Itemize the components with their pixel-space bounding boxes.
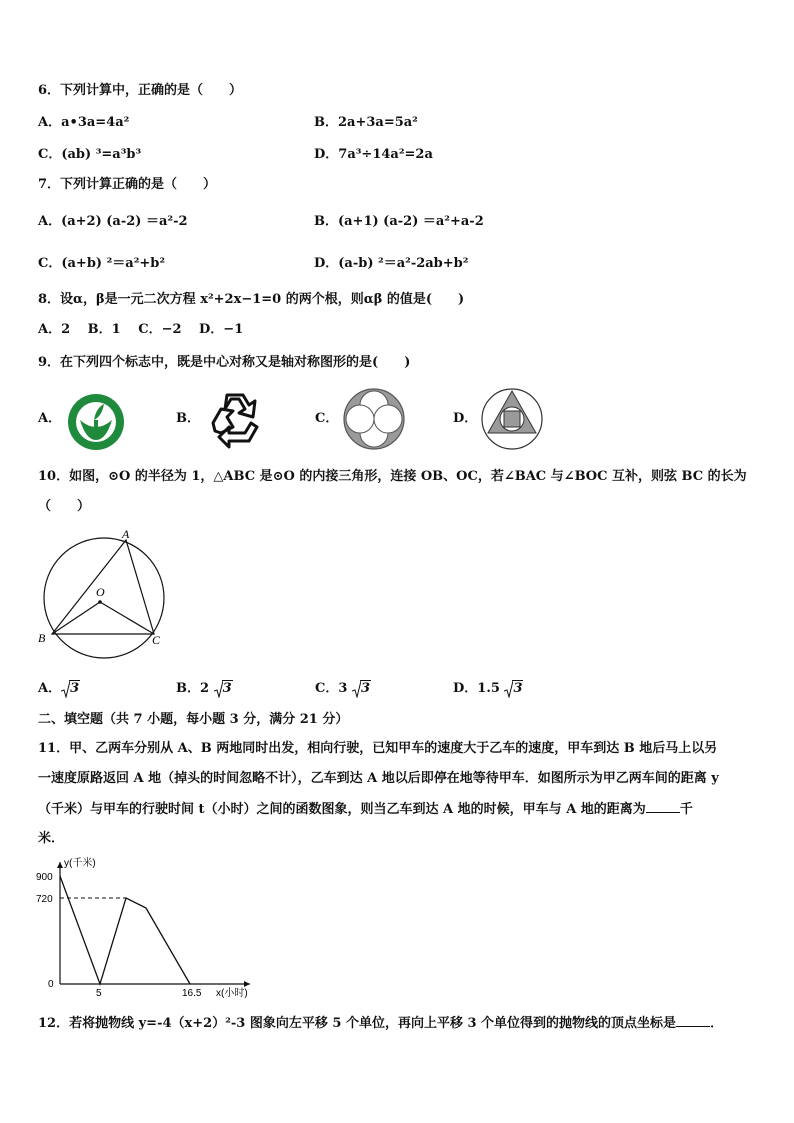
- figure-label-b: B: [38, 631, 46, 645]
- section-2-heading: 二、填空题（共 7 小题，每小题 3 分，满分 21 分）: [38, 712, 349, 727]
- q11-line-1: 11．甲、乙两车分别从 A、B 两地同时出发，相向行驶，已知甲车的速度大于乙车的速度，甲车到达 B 地后马上以另: [38, 741, 718, 756]
- q7-option-d: D．(a-b) ²＝a²-2ab+b²: [314, 256, 469, 271]
- figure-label-a: A: [122, 527, 130, 541]
- graph-ytick-720: 720: [36, 894, 53, 905]
- q11-distance-time-graph: [30, 856, 260, 1002]
- q9-label-d: D．: [453, 411, 478, 426]
- q9-label-c: C．: [315, 411, 339, 426]
- q7-option-c: C．(a+b) ²＝a²+b²: [38, 256, 166, 271]
- graph-ytick-900: 900: [36, 872, 53, 883]
- q6-option-c: C．(ab) ³=a³b³: [38, 147, 142, 162]
- q10-stem: 10．如图，⊙O 的半径为 1，△ABC 是⊙O 的内接三角形，连接 OB、OC，若∠BAC 与∠BOC 互补，则弦 BC 的长为: [38, 469, 747, 484]
- q10-option-d: D．1.5 3: [453, 681, 523, 696]
- four-petal-circle-icon: [342, 387, 406, 451]
- q10-circle-figure: [34, 526, 174, 666]
- q11-line-4: 米．: [38, 831, 65, 846]
- q10-option-b: B．2 3: [176, 681, 232, 696]
- q12-text: 12．若将抛物线 y=-4（x+2）²-3 图象向左平移 5 个单位，再向上平移 3 个单位得到的抛物线的顶点坐标是 ．: [38, 1016, 724, 1031]
- q6-option-b: B．2a+3a=5a²: [314, 115, 418, 130]
- q7-stem: 7．下列计算正确的是（ ）: [38, 177, 217, 192]
- q8-stem: 8．设α，β是一元二次方程 x²+2x−1=0 的两个根，则αβ 的值是( ): [38, 292, 465, 307]
- q10-stem-cont: （ ）: [38, 499, 91, 514]
- q11-answer-blank: [646, 800, 680, 813]
- recycle-logo-icon: [203, 387, 267, 451]
- q7-option-b: B．(a+1) (a-2) ＝a²+a-2: [314, 214, 484, 229]
- green-food-logo-icon: [64, 390, 128, 454]
- q6-option-d: D．7a³÷14a²=2a: [314, 147, 433, 162]
- q6-stem: 6．下列计算中，正确的是（ ）: [38, 83, 243, 98]
- q9-label-a: A．: [38, 411, 62, 426]
- q6-option-a: A．a•3a=4a²: [38, 115, 130, 130]
- q9-stem: 9．在下列四个标志中，既是中心对称又是轴对称图形的是( ): [38, 355, 411, 370]
- q10-option-c: C．3 3: [315, 681, 370, 696]
- figure-label-c: C: [152, 633, 161, 647]
- circle-triangle-square-icon: [480, 387, 544, 451]
- q10-option-a: A． 3: [38, 681, 80, 696]
- graph-y-axis-label: y(千米): [64, 858, 96, 869]
- graph-ytick-0: 0: [48, 979, 54, 990]
- q8-options: A．2 B．1 C．−2 D．−1: [38, 322, 244, 337]
- q11-line-3: （千米）与甲车的行驶时间 t（小时）之间的函数图象，则当乙车到达 A 地的时候，甲车与 A 地的距离为 千: [38, 802, 693, 817]
- q7-option-a: A．(a+2) (a-2) ＝a²-2: [38, 214, 188, 229]
- graph-x-axis-label: x(小时): [216, 988, 248, 999]
- graph-xtick-5: 5: [96, 988, 102, 999]
- figure-label-o: O: [96, 585, 105, 599]
- q9-label-b: B．: [176, 411, 200, 426]
- q11-line-2: 一速度原路返回 A 地（掉头的时间忽略不计），乙车到达 A 地以后即停在地等待甲车．如图所示为甲乙两车间的距离 y: [38, 771, 719, 786]
- graph-xtick-16-5: 16.5: [182, 988, 202, 999]
- q12-answer-blank: [676, 1014, 710, 1027]
